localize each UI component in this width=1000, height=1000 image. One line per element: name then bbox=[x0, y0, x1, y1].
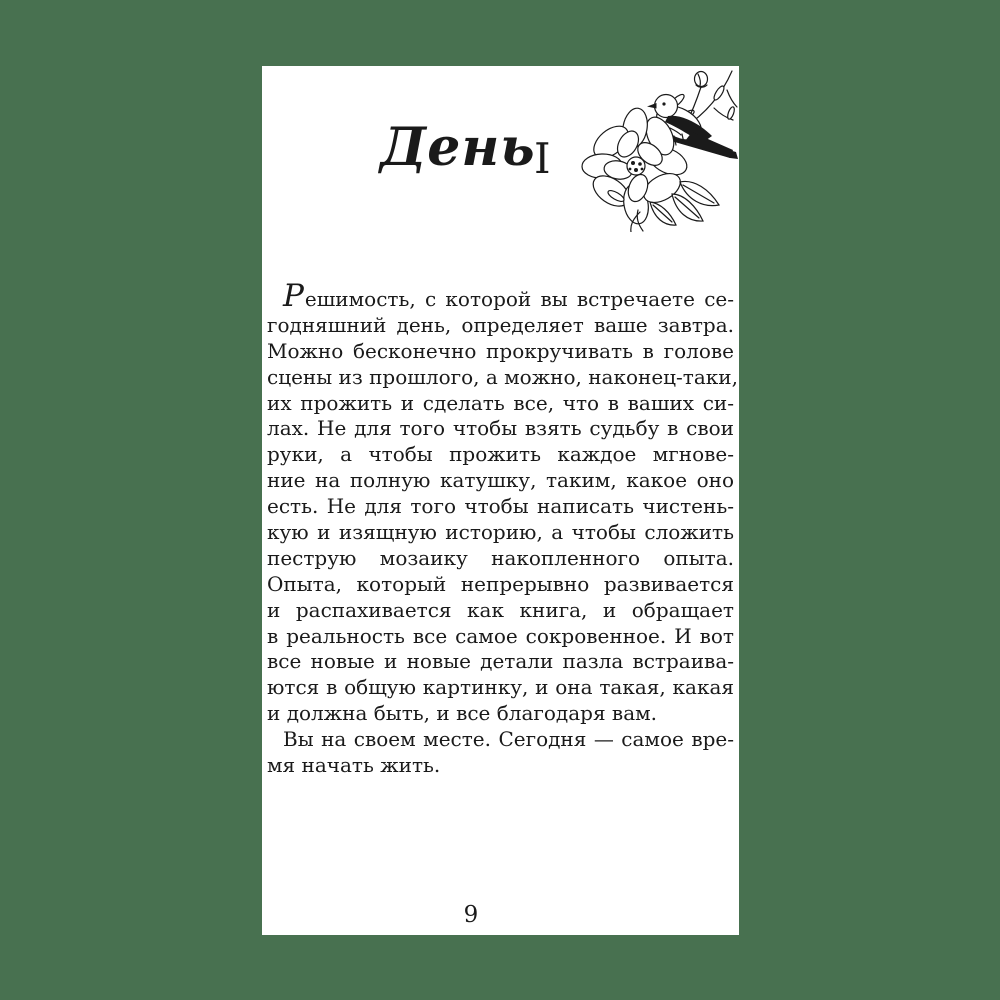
text-line: ются в общую картинку, и она такая, какая bbox=[267, 675, 734, 700]
text-line: кую и изящную историю, а чтобы сложить bbox=[267, 520, 734, 545]
text-line: Вы на своем месте. Сегодня — самое вре- bbox=[283, 727, 734, 752]
text-line: руки, а чтобы прожить каждое мгнове- bbox=[267, 442, 734, 467]
text-line: Опыта, который непрерывно развивается bbox=[267, 571, 734, 596]
text-line: сцены из прошлого, а можно, наконец-таки, bbox=[267, 364, 738, 389]
drop-cap-letter: Р bbox=[283, 278, 304, 314]
text-line: лах. Не для того чтобы взять судьбу в свои bbox=[267, 416, 734, 441]
text-line: Решимость, с которой вы встречаете се- bbox=[283, 278, 734, 314]
body-text bbox=[267, 278, 738, 779]
text-line: годняшний день, определяет ваше завтра. bbox=[267, 312, 734, 337]
page-number: 9 bbox=[463, 902, 479, 928]
book-page bbox=[262, 66, 739, 935]
text-line: и распахивается как книга, и обращает bbox=[267, 597, 734, 622]
chapter-title: День bbox=[380, 117, 536, 178]
text-line: есть. Не для того чтобы написать чистень- bbox=[267, 494, 734, 519]
text-line: мя начать жить. bbox=[267, 753, 441, 778]
text-line: ние на полную катушку, таким, какое оно bbox=[267, 468, 734, 493]
text-line: Можно бесконечно прокручивать в голове bbox=[267, 338, 734, 363]
text-line: и должна быть, и все благодаря вам. bbox=[267, 701, 658, 726]
text-line: пеструю мозаику накопленного опыта. bbox=[267, 545, 734, 570]
text-line: все новые и новые детали пазла встраива- bbox=[267, 649, 734, 674]
chapter-number: I bbox=[534, 134, 551, 183]
text-line: их прожить и сделать все, что в ваших си- bbox=[267, 390, 734, 415]
bird-and-peony-illustration bbox=[580, 66, 739, 232]
text-line: в реальность все самое сокровенное. И вот bbox=[267, 623, 734, 648]
